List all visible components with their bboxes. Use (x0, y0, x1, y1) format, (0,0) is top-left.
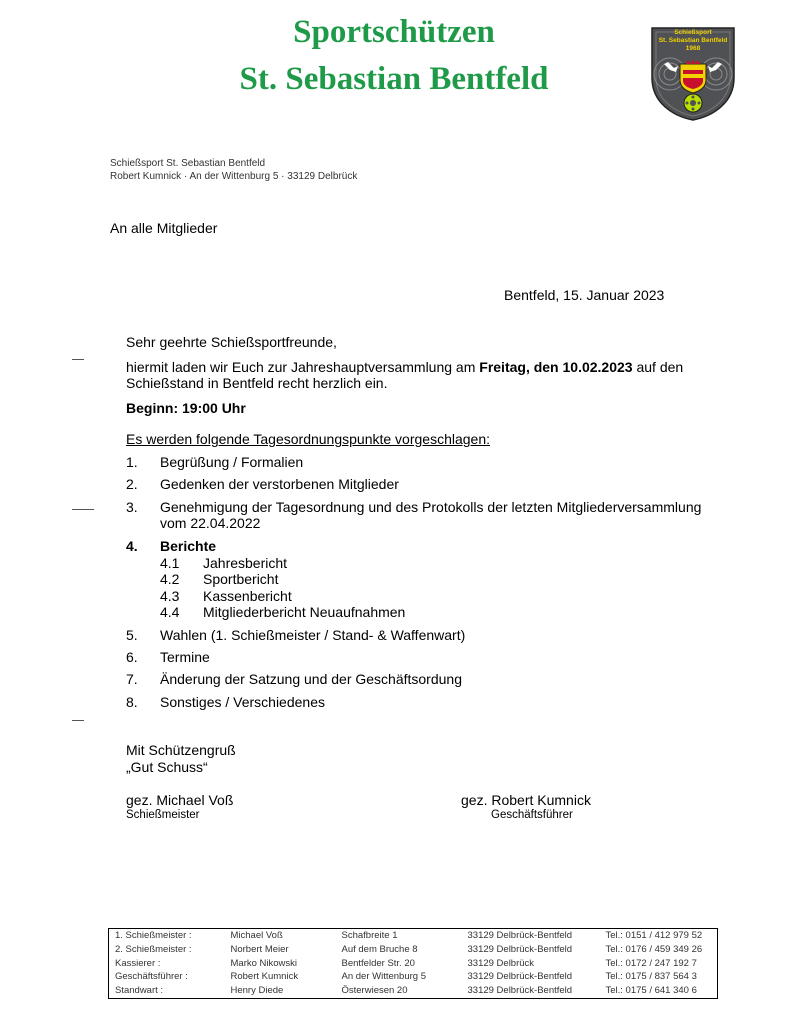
agenda-subitem-text: Jahresbericht (203, 554, 288, 571)
table-cell: 33129 Delbrück-Bentfeld (467, 985, 573, 997)
table-cell: Österwiesen 20 (341, 985, 408, 997)
table-row (109, 970, 718, 984)
agenda-item-4 (126, 538, 706, 621)
agenda-subitem-text: Kassenbericht (203, 587, 292, 604)
agenda-item-number: 5. (126, 627, 138, 643)
table-cell: Marko Nikowski (230, 957, 298, 969)
sender-line1: Schießsport St. Sebastian Bentfeld (110, 158, 266, 169)
logo-text-line1: Schießsport (674, 29, 712, 36)
table-cell: Geschäftsführer : (115, 971, 188, 983)
start-time: Beginn: 19:00 Uhr (126, 400, 246, 416)
agenda-item-text: Berichte (160, 538, 217, 554)
agenda-subitem-number: 4.3 (160, 587, 180, 604)
agenda-item-text: Genehmigung der Tagesordnung und des Protokolls der letzten Mitgliederversammlung (160, 499, 702, 515)
header-title-line1: Sportschützen (293, 14, 495, 50)
agenda-item-text: Gedenken der verstorbenen Mitglieder (160, 476, 399, 492)
agenda-item-text: Wahlen (1. Schießmeister / Stand- & Waffenwart) (160, 627, 466, 643)
table-row (109, 984, 718, 998)
date-line: Bentfeld, 15. Januar 2023 (504, 287, 665, 303)
intro-line1 (126, 359, 683, 375)
meeting-date: Freitag, den 10.02.2023 (479, 359, 633, 375)
agenda-subitem-number: 4.1 (160, 554, 180, 571)
table-row (109, 957, 718, 971)
agenda-item-number: 7. (126, 671, 138, 687)
table-cell: Bentfelder Str. 20 (341, 957, 415, 969)
agenda-item-3 (126, 499, 706, 531)
agenda-subitem-number: 4.4 (160, 604, 180, 620)
signature-name-left: gez. Michael Voß (126, 792, 234, 808)
intro-text-part1: hiermit laden wir Euch zur Jahreshauptversammlung am (126, 359, 480, 375)
agenda-item-number: 4. (126, 538, 138, 554)
table-cell: Robert Kumnick (230, 971, 299, 983)
table-cell: 2. Schießmeister : (115, 943, 192, 955)
agenda-item-7 (126, 671, 706, 687)
signature-role-left: Schießmeister (126, 809, 200, 821)
sender-line2: Robert Kumnick · An der Wittenburg 5 · 33129 Delbrück (110, 171, 358, 182)
closing-motto: „Gut Schuss“ (126, 759, 208, 775)
table-cell: 33129 Delbrück-Bentfeld (467, 971, 573, 983)
agenda-item-text: Änderung der Satzung und der Geschäftsordung (160, 671, 462, 687)
table-cell: Tel.: 0175 / 837 564 3 (605, 971, 697, 983)
intro-line2: Schießstand in Bentfeld recht herzlich ein. (126, 375, 388, 391)
closing-greeting: Mit Schützengruß (126, 742, 236, 758)
agenda-item-1 (126, 454, 706, 470)
agenda-item-text-continued: vom 22.04.2022 (160, 515, 261, 531)
agenda-item-number: 2. (126, 476, 138, 492)
club-logo (650, 26, 736, 122)
table-cell: An der Wittenburg 5 (341, 971, 426, 983)
table-cell: Tel.: 0176 / 459 349 26 (605, 943, 703, 955)
agenda-subitem-text: Sportbericht (203, 571, 279, 587)
intro-text-part2: auf den (632, 359, 684, 375)
signature-name-right: gez. Robert Kumnick (461, 792, 591, 808)
fold-mark (72, 359, 84, 360)
board-contacts-table (108, 928, 718, 999)
agenda-item-text: Termine (160, 649, 210, 665)
table-cell: Kassierer : (115, 957, 161, 969)
table-cell: Auf dem Bruche 8 (341, 943, 418, 955)
table-cell: Tel.: 0151 / 412 979 52 (605, 930, 703, 941)
table-cell: Tel.: 0172 / 247 192 7 (605, 957, 697, 969)
table-cell: Norbert Meier (230, 943, 289, 955)
table-cell: 33129 Delbrück-Bentfeld (467, 943, 573, 955)
agenda-item-8 (126, 694, 706, 710)
logo-year: 1968 (685, 45, 701, 52)
table-cell: Schafbreite 1 (341, 930, 398, 941)
agenda-item-text: Begrüßung / Formalien (160, 454, 304, 470)
salutation: Sehr geehrte Schießsportfreunde, (126, 334, 337, 350)
agenda-subitem-text: Mitgliederbericht Neuaufnahmen (203, 604, 406, 620)
logo-text-line2: St. Sebastian Bentfeld (658, 37, 728, 44)
agenda-item-6 (126, 649, 706, 665)
table-row (109, 943, 718, 957)
agenda-item-number: 8. (126, 694, 138, 710)
agenda-item-5 (126, 627, 706, 643)
agenda-subitem-number: 4.2 (160, 571, 180, 587)
table-cell: 33129 Delbrück (467, 957, 535, 969)
table-cell: 33129 Delbrück-Bentfeld (467, 930, 573, 941)
table-cell: Michael Voß (230, 930, 283, 941)
header-title-line2: St. Sebastian Bentfeld (239, 61, 549, 97)
agenda-item-number: 1. (126, 454, 138, 470)
agenda-item-number: 3. (126, 499, 138, 515)
table-cell: Tel.: 0175 / 641 340 6 (605, 985, 697, 997)
agenda-item-2 (126, 476, 706, 492)
punch-mark (72, 509, 94, 510)
agenda-item-number: 6. (126, 649, 138, 665)
agenda-item-text: Sonstiges / Verschiedenes (160, 694, 325, 710)
table-cell: Standwart : (115, 985, 164, 997)
recipient: An alle Mitglieder (110, 220, 218, 236)
fold-mark (72, 720, 84, 721)
agenda-heading: Es werden folgende Tagesordnungspunkte vorgeschlagen: (126, 431, 490, 447)
table-cell: Henry Diede (230, 985, 284, 997)
table-cell: 1. Schießmeister : (115, 930, 192, 941)
signature-role-right: Geschäftsführer (491, 809, 573, 821)
table-row (109, 929, 718, 943)
